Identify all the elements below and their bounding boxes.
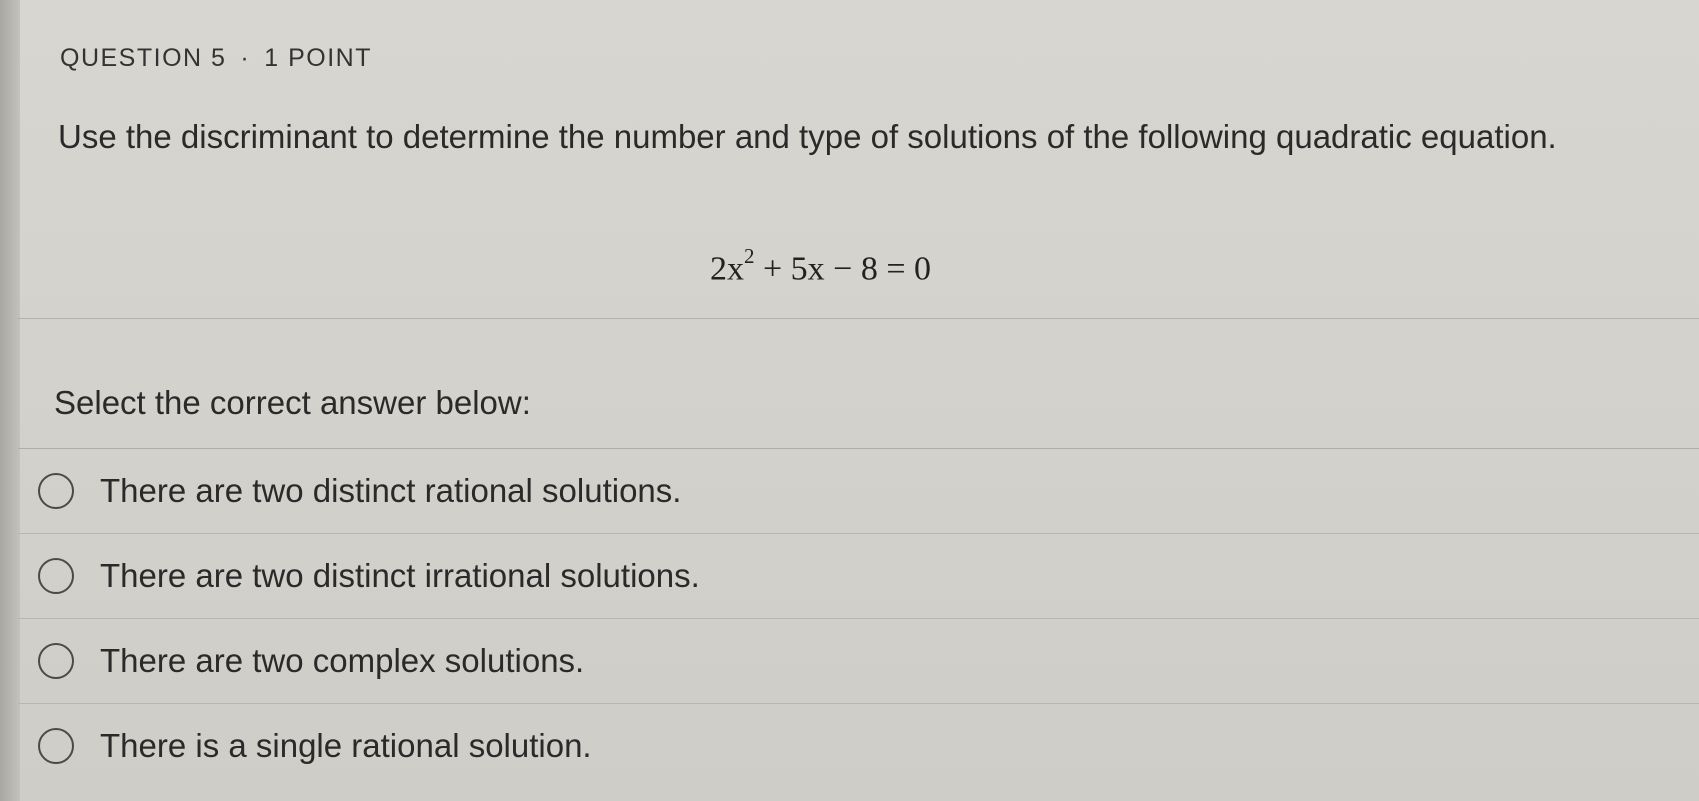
- answer-options: [18, 448, 1699, 788]
- equation-lead: 2x: [710, 250, 744, 288]
- answer-option-label: There are two distinct irrational solutions.: [100, 557, 700, 594]
- radio-button-icon[interactable]: [38, 473, 74, 509]
- answer-option[interactable]: [18, 703, 1699, 788]
- question-prompt: Use the discriminant to determine the number and type of solutions of the following quadratic equation.: [58, 118, 1557, 155]
- question-points: 1 POINT: [264, 44, 372, 72]
- quadratic-equation: [710, 244, 932, 288]
- answer-option[interactable]: [18, 448, 1699, 533]
- radio-button-icon[interactable]: [38, 558, 74, 594]
- header-separator: ·: [240, 44, 251, 72]
- answer-option-label: There are two complex solutions.: [100, 642, 585, 679]
- question-number: QUESTION 5: [60, 44, 227, 72]
- radio-button-icon[interactable]: [38, 643, 74, 679]
- answer-option[interactable]: [18, 618, 1699, 703]
- radio-button-icon[interactable]: [38, 728, 74, 764]
- screen-edge: [0, 0, 20, 801]
- answer-option[interactable]: [18, 533, 1699, 618]
- equation-exponent: 2: [744, 244, 755, 268]
- answer-option-label: There is a single rational solution.: [100, 727, 592, 764]
- answer-option-label: There are two distinct rational solutions.: [100, 472, 682, 509]
- question-card: [18, 0, 1699, 801]
- answer-instruction: Select the correct answer below:: [54, 384, 531, 421]
- section-divider: [18, 318, 1699, 319]
- question-header: [60, 44, 372, 73]
- equation-rest: + 5x − 8 = 0: [754, 250, 932, 288]
